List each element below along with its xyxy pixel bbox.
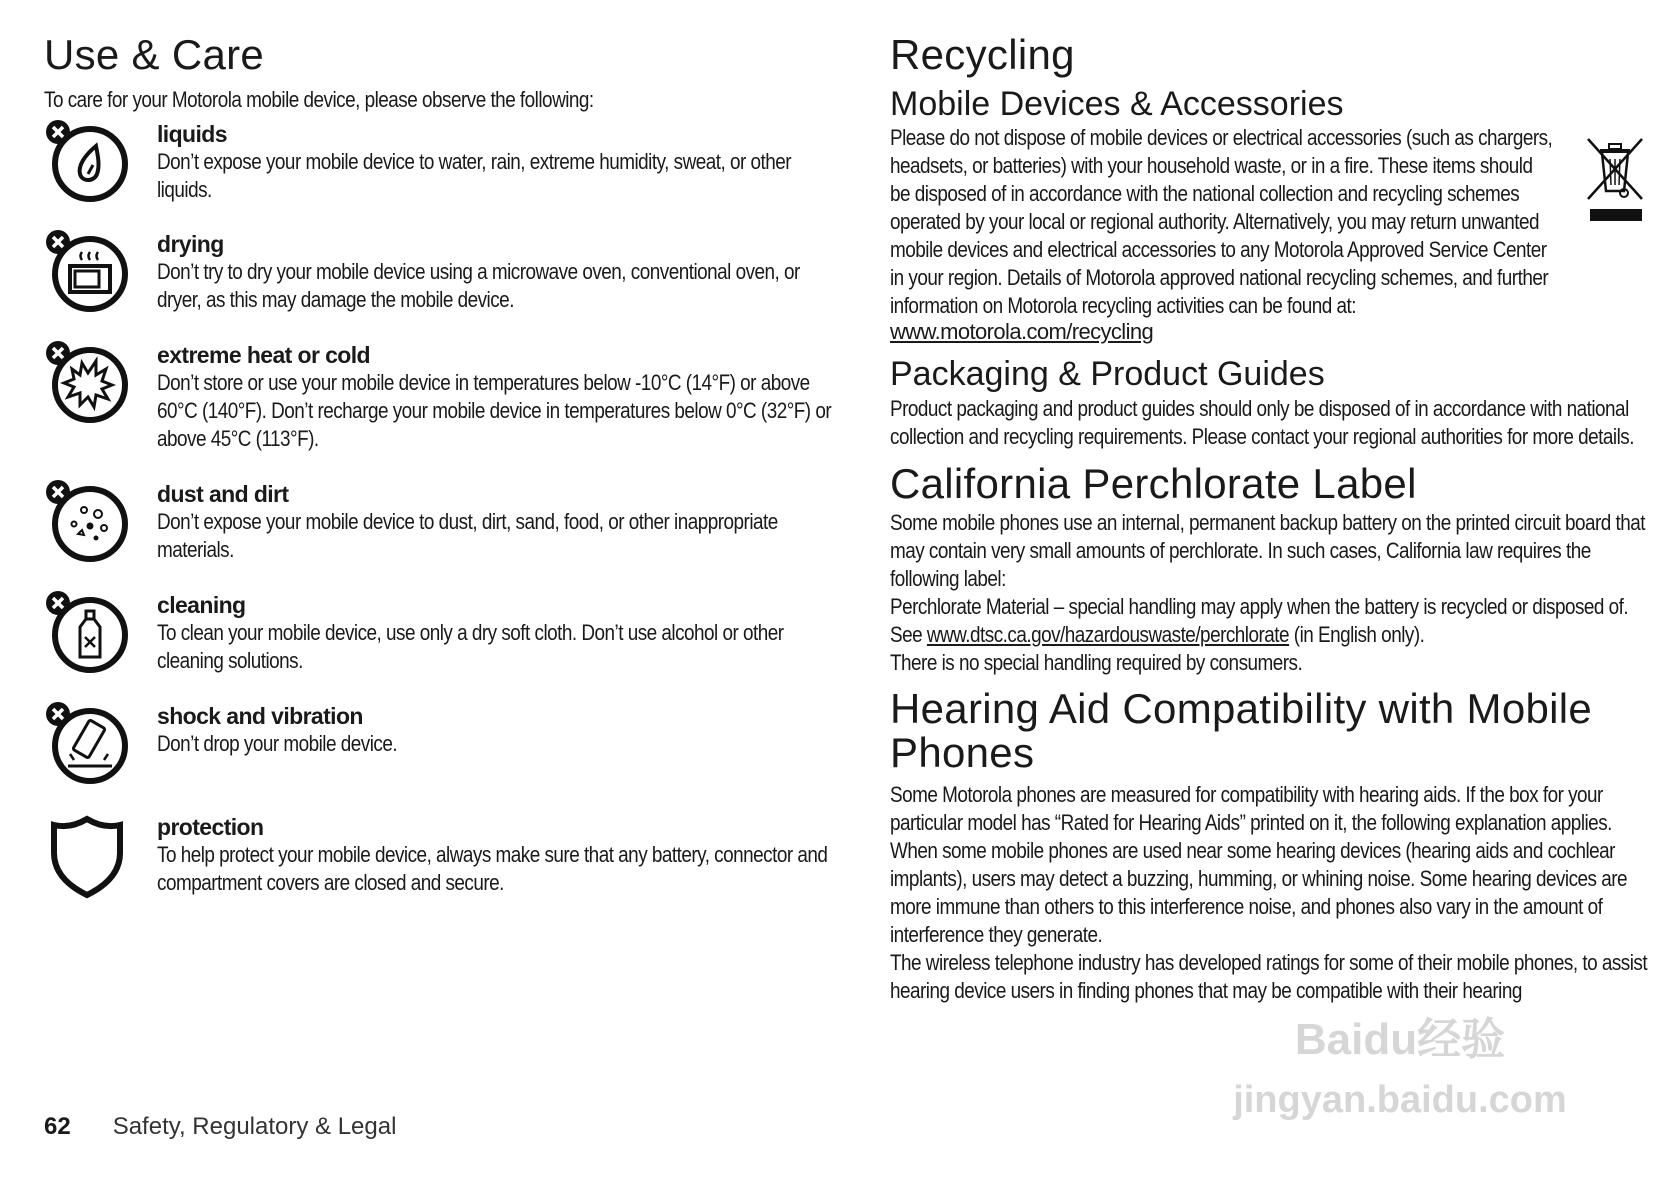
weee-crossed-bin-icon — [1584, 135, 1646, 225]
california-text-2-pre: Perchlorate Material – special handling may apply when the battery is recycled or disposed of. See — [890, 593, 1629, 647]
baidu-watermark: Baidu经验 jingyan.baidu.com — [1233, 1015, 1567, 1121]
care-text-liquids: Don’t expose your mobile device to water, rain, extreme humidity, sweat, or other liquids. — [157, 149, 792, 202]
care-title-heat-cold: extreme heat or cold — [157, 342, 370, 368]
california-title: California Perchlorate Label — [890, 460, 1417, 508]
cleaning-bottle-icon — [44, 591, 130, 677]
packaging-text: Product packaging and product guides should only be disposed of in accordance with national collection and recycling requirements. Please contact your regional authorities for more details. — [890, 396, 1634, 450]
care-title-liquids: liquids — [157, 121, 227, 147]
shield-icon — [44, 813, 130, 899]
hearing-text-3: The wireless telephone industry has developed ratings for some of their mobile phones, to assist hearing device users in finding phones that may be compatible with their hearing — [890, 949, 1648, 1003]
california-text-1: Some mobile phones use an internal, permanent backup battery on the printed circuit board that may contain very small amounts of perchlorate. In such cases, California law requires the following label: — [890, 509, 1646, 591]
hearing-text-1: Some Motorola phones are measured for compatibility with hearing aids. If the box for your particular model has “Rated for Hearing Aids” printed on it, the following explanation applies. — [890, 781, 1612, 835]
use-and-care-column — [44, 30, 804, 114]
care-text-shock: Don’t drop your mobile device. — [157, 731, 398, 756]
recycling-column — [890, 30, 1650, 1005]
california-text-3: There is no special handling required by consumers. — [890, 649, 1303, 675]
footer-section-label: Safety, Regulatory & Legal — [112, 1113, 397, 1140]
use-care-intro: To care for your Motorola mobile device, please observe the following: — [44, 86, 594, 112]
care-text-drying: Don’t try to dry your mobile device using a microwave oven, conventional oven, or dryer, as this may damage the mobile device. — [157, 259, 800, 312]
hearing-text-2: When some mobile phones are used near some hearing devices (hearing aids and cochlear implants), users may detect a buzzing, humming, or whining noise. Some hearing devices are more immune than others to this interference noise, and phones also vary in the amount of interference they generate. — [890, 837, 1628, 947]
mobile-devices-title: Mobile Devices & Accessories — [890, 84, 1344, 123]
dtsc-perchlorate-link[interactable]: www.dtsc.ca.gov/hazardouswaste/perchlorate — [926, 621, 1290, 647]
heat-cold-icon — [44, 341, 130, 427]
page-number: 62 — [44, 1113, 71, 1140]
care-title-drying: drying — [157, 231, 224, 257]
motorola-recycling-link[interactable]: www.motorola.com/recycling — [890, 319, 1154, 345]
care-text-heat-cold: Don’t store or use your mobile device in temperatures below -10°C (14°F) or above 60°C (140°F). Don’t recharge your mobile device in temperatures below 0°C (32°F) or above 45°C (113°F). — [157, 370, 832, 451]
care-text-dust: Don’t expose your mobile device to dust, dirt, sand, food, or other inappropriate materials. — [157, 509, 778, 562]
mobile-devices-text: Please do not dispose of mobile devices or electrical accessories (such as chargers, headsets, or batteries) with your household waste, or in a fire. These items should be disposed of in accordance with the national collection and recycling schemes operated by your local or regional authority. Alternatively, you may return unwanted mobile devices and electrical accessories to any Motorola Approved Service Center in your region. Details of Motorola approved national recycling schemes, and further information on Motorola recycling activities can be found at: — [890, 125, 1553, 319]
care-text-cleaning: To clean your mobile device, use only a dry soft cloth. Don’t use alcohol or other cleaning solutions. — [157, 620, 784, 673]
care-title-cleaning: cleaning — [157, 592, 246, 618]
microwave-icon — [44, 230, 130, 316]
care-title-protection: protection — [157, 814, 264, 840]
packaging-title: Packaging & Product Guides — [890, 355, 1325, 394]
dust-icon — [44, 480, 130, 566]
drop-phone-icon — [44, 702, 130, 788]
recycling-title: Recycling — [890, 31, 1075, 78]
care-title-dust: dust and dirt — [157, 481, 289, 507]
care-text-protection: To help protect your mobile device, always make sure that any battery, connector and compartment covers are closed and secure. — [157, 842, 828, 895]
page-footer — [44, 1113, 396, 1141]
liquid-drop-icon — [44, 120, 130, 206]
california-text-2-post: (in English only). — [1289, 621, 1425, 647]
hearing-aid-title: Hearing Aid Compatibility with Mobile Phones — [890, 684, 1593, 776]
use-care-title: Use & Care — [44, 31, 265, 78]
care-title-shock: shock and vibration — [157, 703, 363, 729]
